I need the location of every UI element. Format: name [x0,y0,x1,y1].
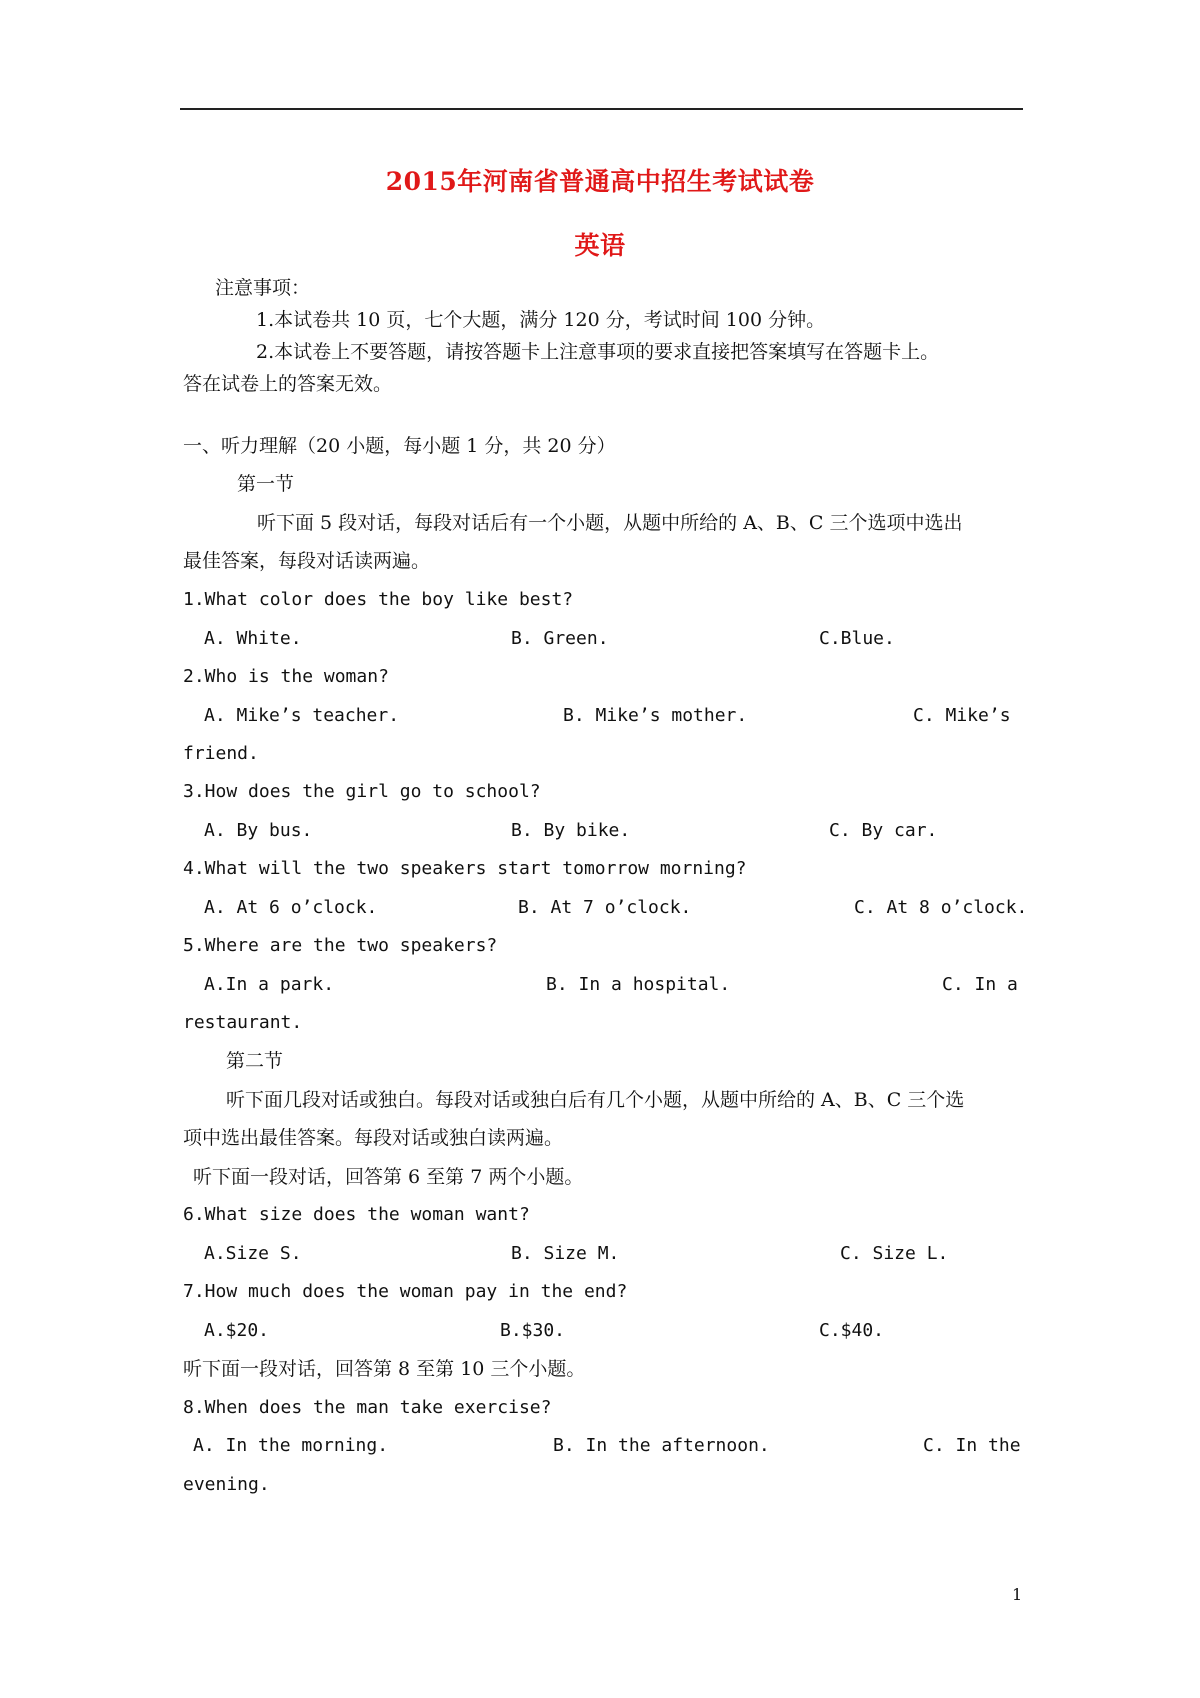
notice-heading: 注意事项： [215,277,311,299]
q6-option-b: B. Size M. [511,1243,620,1264]
question-3: 3.How does the girl go to school? [183,781,541,802]
q5-option-c-cont: restaurant. [183,1012,303,1033]
part-2-instructions: 听下面几段对话或独白。每段对话或独白后有几个小题，从题中所给的 A、B、C 三个选 [226,1089,965,1111]
notice-item-1: 1.本试卷共 10 页，七个大题，满分 120 分，考试时间 100 分钟。 [256,309,826,331]
q1-option-c: C.Blue. [819,628,895,649]
part-2-subinstruction-1: 听下面一段对话，回答第 6 至第 7 两个小题。 [193,1166,584,1188]
q8-option-c: C. In the [923,1435,1021,1456]
q3-option-a: A. By bus. [204,820,313,841]
notice-item-2: 2.本试卷上不要答题，请按答题卡上注意事项的要求直接把答案填写在答题卡上。 [256,341,940,363]
exam-title: 2015年河南省普通高中招生考试试卷 [385,167,815,196]
part-1-instructions-cont: 最佳答案，每段对话读两遍。 [183,550,431,572]
question-7: 7.How much does the woman pay in the end? [183,1281,628,1302]
question-8: 8.When does the man take exercise? [183,1397,552,1418]
header-rule [180,108,1023,110]
q4-option-a: A. At 6 o’clock. [204,897,378,918]
question-5: 5.Where are the two speakers? [183,935,498,956]
q2-option-a: A. Mike’s teacher. [204,705,400,726]
q5-option-c: C. In a [942,974,1018,995]
part-2-title: 第二节 [226,1050,284,1072]
question-6: 6.What size does the woman want? [183,1204,530,1225]
q7-option-b: B.$30. [500,1320,566,1341]
q7-option-c: C.$40. [819,1320,885,1341]
page-number: 1 [1012,1585,1023,1604]
q8-option-a: A. In the morning. [193,1435,389,1456]
q8-option-c-cont: evening. [183,1474,270,1495]
part-1-instructions: 听下面 5 段对话，每段对话后有一个小题，从题中所给的 A、B、C 三个选项中选出 [257,512,963,534]
q8-option-b: B. In the afternoon. [553,1435,770,1456]
part-2-instructions-cont: 项中选出最佳答案。每段对话或独白读两遍。 [183,1127,564,1149]
question-2: 2.Who is the woman? [183,666,389,687]
q2-option-c-cont: friend. [183,743,259,764]
q4-option-b: B. At 7 o’clock. [518,897,692,918]
q4-option-c: C. At 8 o’clock. [854,897,1028,918]
q5-option-b: B. In a hospital. [546,974,731,995]
q7-option-a: A.$20. [204,1320,270,1341]
section-heading-listening: 一、听力理解（20 小题，每小题 1 分，共 20 分） [183,435,616,457]
q1-option-b: B. Green. [511,628,609,649]
question-1: 1.What color does the boy like best? [183,589,574,610]
subject-title: 英语 [574,231,626,260]
q5-option-a: A.In a park. [204,974,335,995]
q1-option-a: A. White. [204,628,302,649]
question-4: 4.What will the two speakers start tomorrow morning? [183,858,747,879]
part-1-title: 第一节 [237,473,295,495]
q2-option-b: B. Mike’s mother. [563,705,748,726]
q3-option-b: B. By bike. [511,820,631,841]
q6-option-c: C. Size L. [840,1243,949,1264]
q6-option-a: A.Size S. [204,1243,302,1264]
notice-item-2-cont: 答在试卷上的答案无效。 [183,373,393,395]
part-2-subinstruction-2: 听下面一段对话，回答第 8 至第 10 三个小题。 [183,1358,586,1380]
q2-option-c: C. Mike’s [913,705,1011,726]
q3-option-c: C. By car. [829,820,938,841]
